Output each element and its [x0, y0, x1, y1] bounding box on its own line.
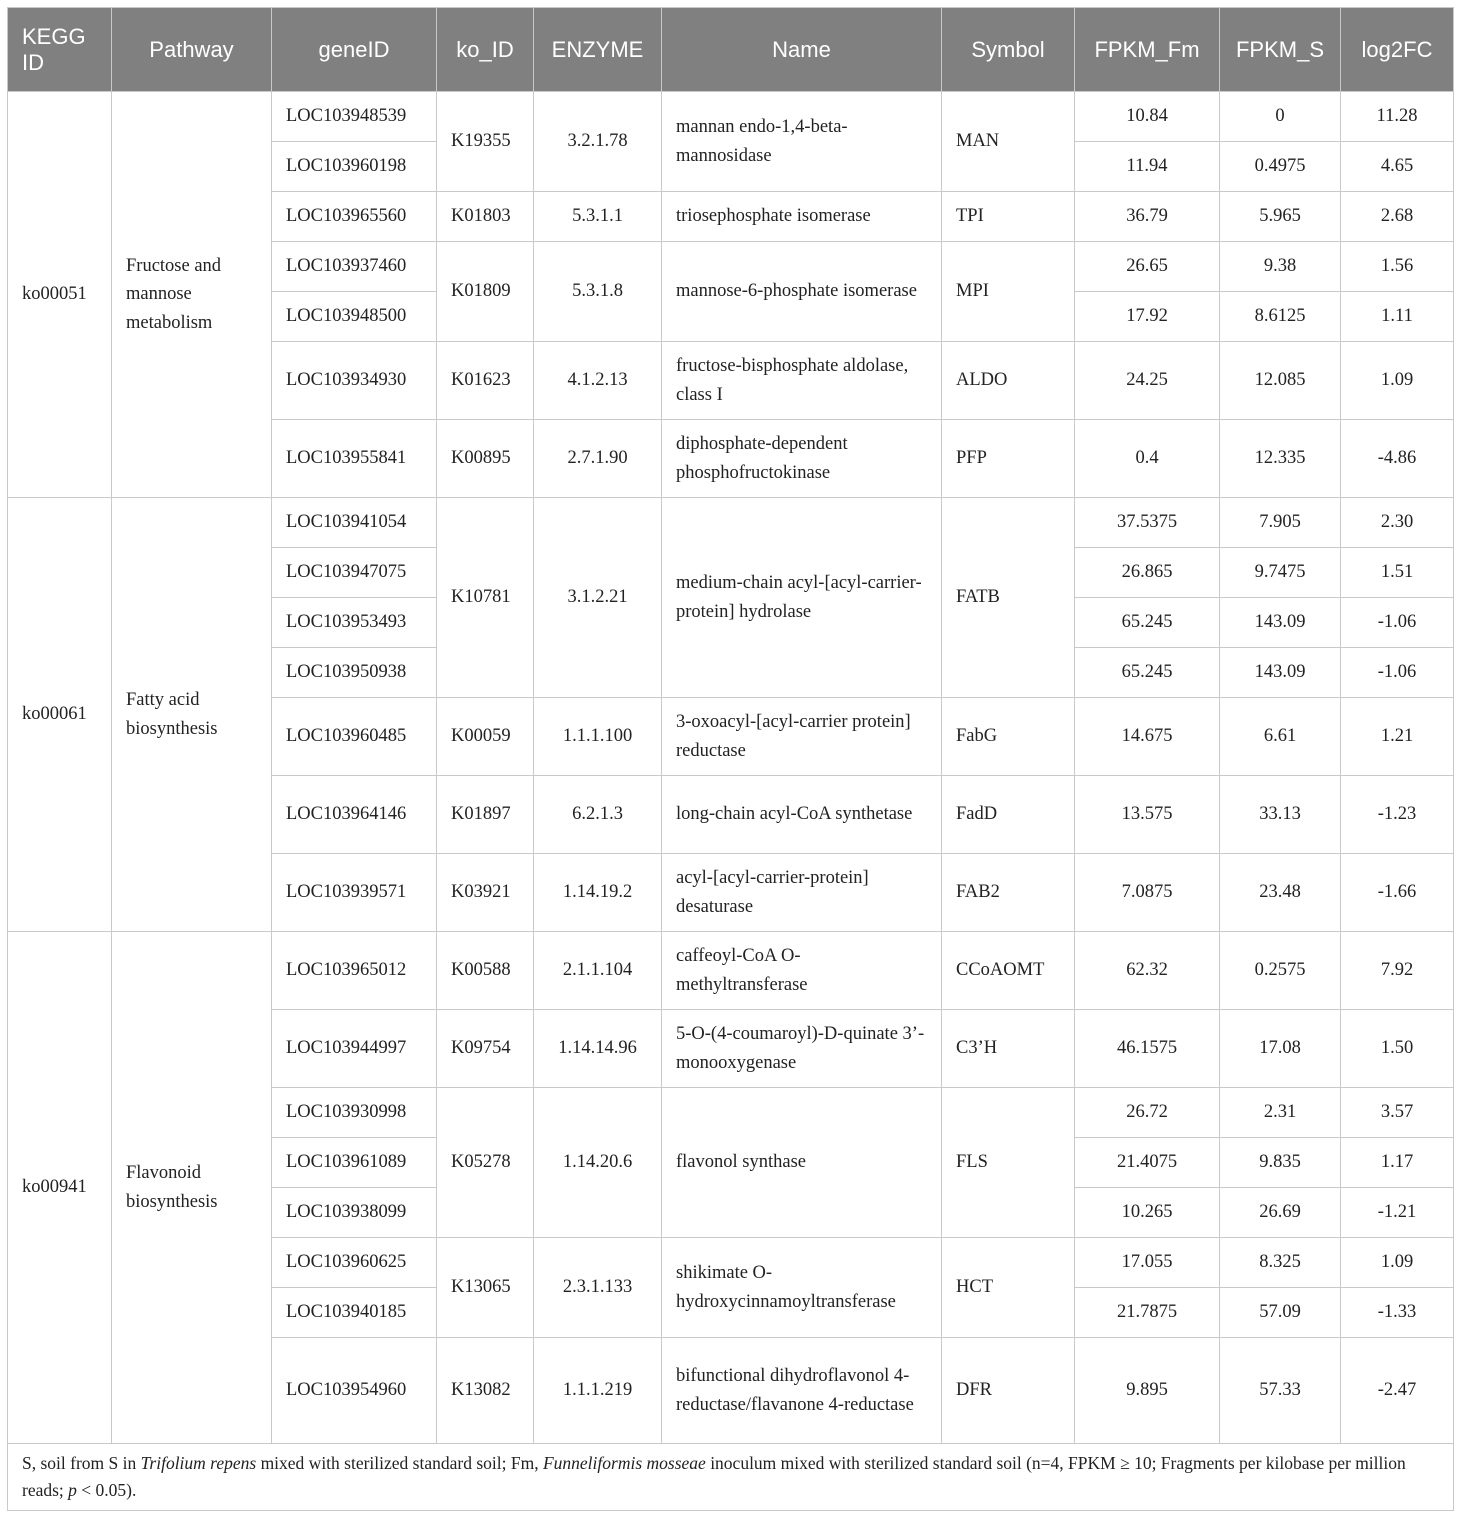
symbol-cell: MAN: [942, 92, 1075, 192]
gene-id-cell: LOC103939571: [272, 854, 437, 932]
fpkm-s-cell: 0.2575: [1220, 932, 1341, 1010]
name-cell: medium-chain acyl-[acyl-carrier-protein] hydrolase: [662, 498, 942, 698]
col-header-name: Name: [662, 8, 942, 92]
footnote-text: < 0.05).: [76, 1480, 137, 1500]
fpkm-s-cell: 57.09: [1220, 1288, 1341, 1338]
footnote-species-trifolium: Trifolium repens: [140, 1453, 257, 1474]
footnote-p-symbol: p: [68, 1480, 77, 1500]
log2fc-cell: 7.92: [1341, 932, 1454, 1010]
log2fc-cell: -1.66: [1341, 854, 1454, 932]
ko-id-cell: K10781: [437, 498, 534, 698]
gene-id-cell: LOC103941054: [272, 498, 437, 548]
symbol-cell: C3’H: [942, 1010, 1075, 1088]
symbol-cell: TPI: [942, 192, 1075, 242]
footnote-row: [8, 1444, 1454, 1511]
table-row: [8, 498, 1454, 548]
symbol-cell: FabG: [942, 698, 1075, 776]
log2fc-cell: 1.09: [1341, 1238, 1454, 1288]
gene-id-cell: LOC103961089: [272, 1138, 437, 1188]
symbol-cell: HCT: [942, 1238, 1075, 1338]
symbol-cell: FATB: [942, 498, 1075, 698]
table-row: [8, 92, 1454, 142]
log2fc-cell: -1.23: [1341, 776, 1454, 854]
gene-id-cell: LOC103953493: [272, 598, 437, 648]
log2fc-cell: -2.47: [1341, 1338, 1454, 1444]
fpkm-s-cell: 12.085: [1220, 342, 1341, 420]
fpkm-s-cell: 2.31: [1220, 1088, 1341, 1138]
fpkm-s-cell: 33.13: [1220, 776, 1341, 854]
kegg-id-cell: ko00941: [8, 932, 112, 1444]
log2fc-cell: 4.65: [1341, 142, 1454, 192]
fpkm-s-cell: 57.33: [1220, 1338, 1341, 1444]
fpkm-fm-cell: 62.32: [1075, 932, 1220, 1010]
gene-id-cell: LOC103960485: [272, 698, 437, 776]
fpkm-s-cell: 0.4975: [1220, 142, 1341, 192]
kegg-id-cell: ko00061: [8, 498, 112, 932]
symbol-cell: FadD: [942, 776, 1075, 854]
log2fc-cell: 1.17: [1341, 1138, 1454, 1188]
gene-id-cell: LOC103950938: [272, 648, 437, 698]
fpkm-fm-cell: 37.5375: [1075, 498, 1220, 548]
ko-id-cell: K00588: [437, 932, 534, 1010]
fpkm-fm-cell: 10.265: [1075, 1188, 1220, 1238]
name-cell: diphosphate-dependent phosphofructokinase: [662, 420, 942, 498]
name-cell: acyl-[acyl-carrier-protein] desaturase: [662, 854, 942, 932]
kegg-id-cell: ko00051: [8, 92, 112, 498]
fpkm-fm-cell: 21.4075: [1075, 1138, 1220, 1188]
table-container: [7, 7, 1453, 1511]
col-header-gene-id: geneID: [272, 8, 437, 92]
gene-id-cell: LOC103937460: [272, 242, 437, 292]
fpkm-fm-cell: 46.1575: [1075, 1010, 1220, 1088]
log2fc-cell: -1.33: [1341, 1288, 1454, 1338]
enzyme-cell: 3.1.2.21: [534, 498, 662, 698]
gene-id-cell: LOC103947075: [272, 548, 437, 598]
gene-id-cell: LOC103944997: [272, 1010, 437, 1088]
name-cell: 5-O-(4-coumaroyl)-D-quinate 3’-monooxygenase: [662, 1010, 942, 1088]
symbol-cell: FLS: [942, 1088, 1075, 1238]
enzyme-cell: 2.1.1.104: [534, 932, 662, 1010]
log2fc-cell: 1.51: [1341, 548, 1454, 598]
ko-id-cell: K03921: [437, 854, 534, 932]
log2fc-cell: -4.86: [1341, 420, 1454, 498]
col-header-log2fc: log2FC: [1341, 8, 1454, 92]
footnote-text: mixed with sterilized standard soil; Fm,: [256, 1453, 543, 1474]
name-cell: flavonol synthase: [662, 1088, 942, 1238]
fpkm-s-cell: 0: [1220, 92, 1341, 142]
fpkm-s-cell: 26.69: [1220, 1188, 1341, 1238]
gene-id-cell: LOC103948500: [272, 292, 437, 342]
pathway-cell: Fructose and mannose metabolism: [112, 92, 272, 498]
ko-id-cell: K00059: [437, 698, 534, 776]
ko-id-cell: K13065: [437, 1238, 534, 1338]
gene-id-cell: LOC103954960: [272, 1338, 437, 1444]
symbol-cell: MPI: [942, 242, 1075, 342]
fpkm-s-cell: 23.48: [1220, 854, 1341, 932]
fpkm-s-cell: 7.905: [1220, 498, 1341, 548]
fpkm-fm-cell: 26.865: [1075, 548, 1220, 598]
log2fc-cell: 11.28: [1341, 92, 1454, 142]
log2fc-cell: 1.11: [1341, 292, 1454, 342]
col-header-fpkm-s: FPKM_S: [1220, 8, 1341, 92]
enzyme-cell: 5.3.1.1: [534, 192, 662, 242]
fpkm-s-cell: 9.7475: [1220, 548, 1341, 598]
col-header-symbol: Symbol: [942, 8, 1075, 92]
col-header-ko-id: ko_ID: [437, 8, 534, 92]
fpkm-fm-cell: 24.25: [1075, 342, 1220, 420]
gene-id-cell: LOC103948539: [272, 92, 437, 142]
header-row: [8, 8, 1454, 92]
fpkm-fm-cell: 36.79: [1075, 192, 1220, 242]
fpkm-s-cell: 143.09: [1220, 598, 1341, 648]
gene-id-cell: LOC103965560: [272, 192, 437, 242]
enzyme-cell: 1.14.20.6: [534, 1088, 662, 1238]
col-header-kegg-id: KEGG ID: [8, 8, 112, 92]
name-cell: shikimate O-hydroxycinnamoyltransferase: [662, 1238, 942, 1338]
fpkm-fm-cell: 21.7875: [1075, 1288, 1220, 1338]
log2fc-cell: 2.30: [1341, 498, 1454, 548]
gene-id-cell: LOC103938099: [272, 1188, 437, 1238]
fpkm-fm-cell: 14.675: [1075, 698, 1220, 776]
name-cell: long-chain acyl-CoA synthetase: [662, 776, 942, 854]
fpkm-fm-cell: 26.72: [1075, 1088, 1220, 1138]
fpkm-fm-cell: 7.0875: [1075, 854, 1220, 932]
log2fc-cell: 1.21: [1341, 698, 1454, 776]
ko-id-cell: K01803: [437, 192, 534, 242]
col-header-enzyme: ENZYME: [534, 8, 662, 92]
ko-id-cell: K01809: [437, 242, 534, 342]
symbol-cell: CCoAOMT: [942, 932, 1075, 1010]
gene-id-cell: LOC103964146: [272, 776, 437, 854]
fpkm-fm-cell: 10.84: [1075, 92, 1220, 142]
name-cell: mannan endo-1,4-beta-mannosidase: [662, 92, 942, 192]
enzyme-cell: 2.7.1.90: [534, 420, 662, 498]
fpkm-fm-cell: 17.055: [1075, 1238, 1220, 1288]
footnote-text: inoculum mixed with sterilized standard soil (n=4, FPKM ≥ 10; Fragments per kilobase per million reads;: [22, 1453, 1406, 1500]
fpkm-s-cell: 9.835: [1220, 1138, 1341, 1188]
fpkm-fm-cell: 11.94: [1075, 142, 1220, 192]
fpkm-fm-cell: 0.4: [1075, 420, 1220, 498]
ko-id-cell: K00895: [437, 420, 534, 498]
fpkm-s-cell: 5.965: [1220, 192, 1341, 242]
log2fc-cell: 3.57: [1341, 1088, 1454, 1138]
enzyme-cell: 1.1.1.100: [534, 698, 662, 776]
symbol-cell: FAB2: [942, 854, 1075, 932]
ko-id-cell: K01897: [437, 776, 534, 854]
log2fc-cell: 2.68: [1341, 192, 1454, 242]
enzyme-cell: 4.1.2.13: [534, 342, 662, 420]
fpkm-s-cell: 6.61: [1220, 698, 1341, 776]
name-cell: caffeoyl-CoA O-methyltransferase: [662, 932, 942, 1010]
fpkm-s-cell: 17.08: [1220, 1010, 1341, 1088]
ko-id-cell: K01623: [437, 342, 534, 420]
fpkm-s-cell: 8.325: [1220, 1238, 1341, 1288]
fpkm-fm-cell: 26.65: [1075, 242, 1220, 292]
symbol-cell: DFR: [942, 1338, 1075, 1444]
fpkm-s-cell: 8.6125: [1220, 292, 1341, 342]
table-footnote: [8, 1444, 1454, 1511]
log2fc-cell: 1.50: [1341, 1010, 1454, 1088]
pathway-cell: Fatty acid biosynthesis: [112, 498, 272, 932]
gene-id-cell: LOC103930998: [272, 1088, 437, 1138]
enzyme-cell: 1.14.14.96: [534, 1010, 662, 1088]
fpkm-fm-cell: 13.575: [1075, 776, 1220, 854]
gene-id-cell: LOC103965012: [272, 932, 437, 1010]
ko-id-cell: K09754: [437, 1010, 534, 1088]
fpkm-s-cell: 143.09: [1220, 648, 1341, 698]
fpkm-fm-cell: 17.92: [1075, 292, 1220, 342]
table-row: [8, 932, 1454, 1010]
log2fc-cell: -1.06: [1341, 648, 1454, 698]
footnote-text: S, soil from S in: [22, 1453, 141, 1474]
name-cell: mannose-6-phosphate isomerase: [662, 242, 942, 342]
log2fc-cell: -1.06: [1341, 598, 1454, 648]
fpkm-s-cell: 12.335: [1220, 420, 1341, 498]
pathway-cell: Flavonoid biosynthesis: [112, 932, 272, 1444]
col-header-pathway: Pathway: [112, 8, 272, 92]
log2fc-cell: 1.56: [1341, 242, 1454, 292]
enzyme-cell: 3.2.1.78: [534, 92, 662, 192]
fpkm-fm-cell: 65.245: [1075, 648, 1220, 698]
symbol-cell: PFP: [942, 420, 1075, 498]
enzyme-cell: 6.2.1.3: [534, 776, 662, 854]
fpkm-s-cell: 9.38: [1220, 242, 1341, 292]
name-cell: 3-oxoacyl-[acyl-carrier protein] reductase: [662, 698, 942, 776]
enzyme-cell: 5.3.1.8: [534, 242, 662, 342]
log2fc-cell: 1.09: [1341, 342, 1454, 420]
footnote-species-funneliformis: Funneliformis mosseae: [542, 1453, 706, 1474]
fpkm-fm-cell: 65.245: [1075, 598, 1220, 648]
kegg-table: [7, 7, 1454, 1511]
gene-id-cell: LOC103960625: [272, 1238, 437, 1288]
fpkm-fm-cell: 9.895: [1075, 1338, 1220, 1444]
name-cell: fructose-bisphosphate aldolase, class I: [662, 342, 942, 420]
name-cell: bifunctional dihydroflavonol 4-reductase/flavanone 4-reductase: [662, 1338, 942, 1444]
col-header-fpkm-fm: FPKM_Fm: [1075, 8, 1220, 92]
enzyme-cell: 1.1.1.219: [534, 1338, 662, 1444]
enzyme-cell: 2.3.1.133: [534, 1238, 662, 1338]
gene-id-cell: LOC103934930: [272, 342, 437, 420]
enzyme-cell: 1.14.19.2: [534, 854, 662, 932]
name-cell: triosephosphate isomerase: [662, 192, 942, 242]
ko-id-cell: K05278: [437, 1088, 534, 1238]
ko-id-cell: K13082: [437, 1338, 534, 1444]
log2fc-cell: -1.21: [1341, 1188, 1454, 1238]
gene-id-cell: LOC103960198: [272, 142, 437, 192]
symbol-cell: ALDO: [942, 342, 1075, 420]
gene-id-cell: LOC103940185: [272, 1288, 437, 1338]
gene-id-cell: LOC103955841: [272, 420, 437, 498]
ko-id-cell: K19355: [437, 92, 534, 192]
